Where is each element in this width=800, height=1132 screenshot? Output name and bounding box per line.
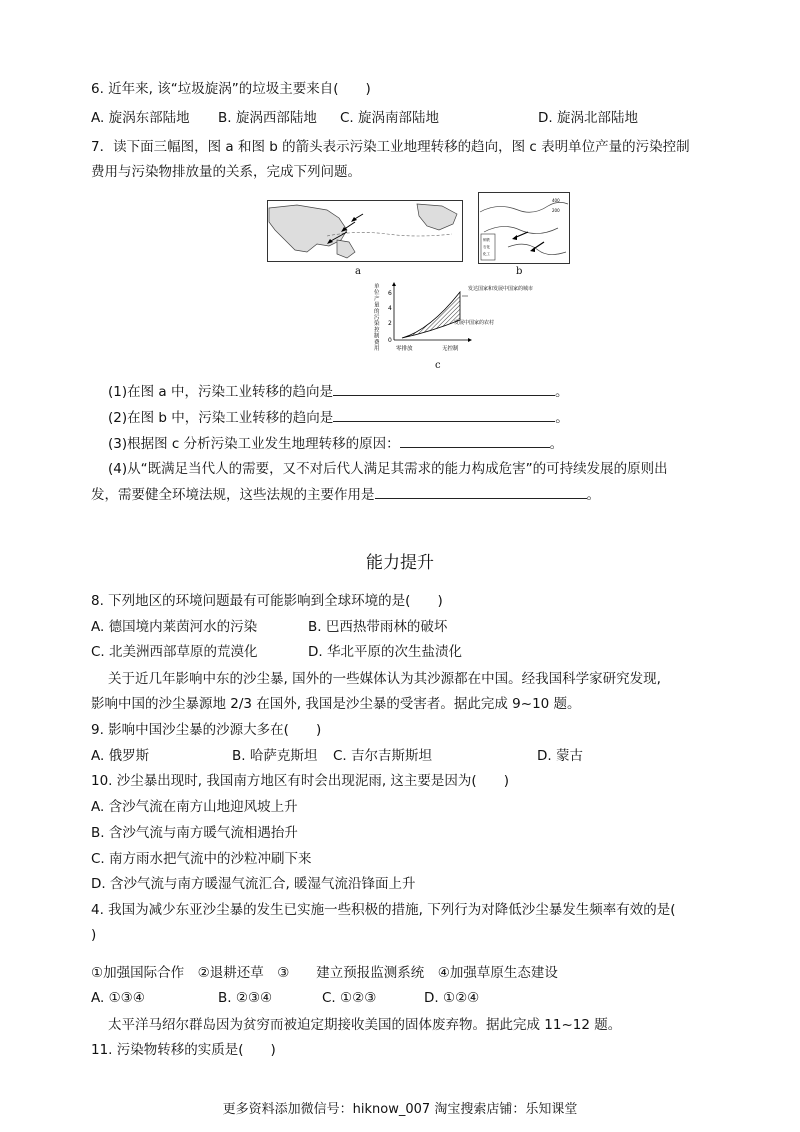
q9-option-c: C. 吉尔吉斯斯坦 — [333, 748, 433, 764]
figure-b-value-200: 200 — [552, 208, 560, 213]
figure-b-label: b — [516, 266, 523, 277]
q8-stem: 8. 下列地区的环境问题最有可能影响到全球环境的是( ) — [91, 593, 443, 609]
q6-option-d: D. 旋涡北部陆地 — [538, 110, 638, 126]
q9-option-b: B. 哈萨克斯坦 — [232, 748, 318, 764]
q9-stem: 9. 影响中国沙尘暴的沙源大多在( ) — [91, 722, 322, 738]
q7-sub2: (2)在图 b 中，污染工业转移的趋向是 。 — [108, 410, 569, 426]
q6-stem: 6. 近年来, 该“垃圾旋涡”的垃圾主要来自( ) — [91, 81, 371, 97]
q7-sub1: (1)在图 a 中，污染工业转移的趋向是 。 — [108, 384, 569, 400]
q6-option-c: C. 旋涡南部陆地 — [340, 110, 440, 126]
q4-option-c: C. ①②③ — [322, 990, 377, 1006]
figure-c-curve-top-label: 发达国家和发展中国家的城市 — [468, 286, 534, 292]
figure-c-ytick-4: 4 — [388, 305, 392, 312]
q7-sub3: (3)根据图 c 分析污染工业发生地理转移的原因： 。 — [108, 436, 564, 452]
figure-c-ytick-0: 0 — [388, 337, 392, 344]
q9-option-a: A. 俄罗斯 — [91, 748, 150, 764]
q8-option-c: C. 北美洲西部草原的荒漠化 — [91, 644, 258, 660]
q11-stem: 11. 污染物转移的实质是( ) — [91, 1042, 276, 1058]
figure-c-xtick-zero: 零排放 — [396, 346, 413, 352]
q10-option-b: B. 含沙气流与南方暖气流相遇抬升 — [91, 825, 298, 841]
figure-c-xtick-uncontrolled: 无控制 — [442, 346, 459, 352]
figure-a-label: a — [355, 266, 361, 277]
q7-stem-line2: 费用与污染物排放量的关系，完成下列问题。 — [91, 164, 361, 180]
q6-option-a: A. 旋涡东部陆地 — [91, 110, 190, 126]
q4-option-a: A. ①③④ — [91, 990, 145, 1006]
figure-c-label: c — [435, 360, 441, 371]
q4-option-d: D. ①②④ — [424, 990, 480, 1006]
figure-c-ytick-6: 6 — [388, 290, 392, 297]
q10-option-c: C. 南方雨水把气流中的沙粒冲刷下来 — [91, 851, 312, 867]
figure-a-map — [267, 200, 463, 262]
figure-c-curve-bottom-label: 发展中国家的农村 — [454, 320, 495, 326]
answer-blank[interactable] — [333, 382, 555, 396]
q7-sub4-line1: (4)从“既满足当代人的需要，又不对后代人满足其需求的能力构成危害”的可持续发展的原则出 — [108, 461, 668, 477]
passage1-line2: 影响中国的沙尘暴源地 2/3 在国外, 我国是沙尘暴的受害者。据此完成 9~10 题。 — [91, 696, 581, 712]
q6-option-b: B. 旋涡西部陆地 — [218, 110, 317, 126]
figure-b-map — [478, 192, 570, 264]
figure-b-legend-2: 石化 — [483, 245, 490, 249]
section-title: 能力提升 — [366, 553, 434, 573]
passage1-line1: 关于近几年影响中东的沙尘暴, 国外的一些媒体认为其沙源都在中国。经我国科学家研究发现, — [108, 671, 661, 687]
figure-b-value-400: 400 — [552, 198, 560, 203]
q7-sub4-line2: 发，需要健全环境法规，这些法规的主要作用是 。 — [91, 487, 600, 503]
q8-option-b: B. 巴西热带雨林的破坏 — [308, 619, 448, 635]
footer-ad: 更多资料添加微信号：hiknow_007 淘宝搜索店铺：乐知课堂 — [222, 1102, 578, 1117]
q8-option-d: D. 华北平原的次生盐渍化 — [308, 644, 462, 660]
figure-c-ytick-2: 2 — [388, 320, 392, 327]
q7-stem-line1: 7．读下面三幅图，图 a 和图 b 的箭头表示污染工业地理转移的趋向，图 c 表明单位产量的污染控制 — [91, 139, 690, 155]
figure-c-chart — [370, 280, 534, 362]
q10-option-d: D. 含沙气流与南方暖湿气流汇合, 暖湿气流沿锋面上升 — [91, 876, 416, 892]
q8-option-a: A. 德国境内莱茵河水的污染 — [91, 619, 258, 635]
figure-b-legend-3: 化工 — [483, 252, 490, 256]
q10-option-a: A. 含沙气流在南方山地迎风坡上升 — [91, 799, 298, 815]
figure-c-ylabel: 单位产量的污染控制费用 — [374, 284, 380, 352]
figure-b-legend-1: 铜铁 — [483, 238, 490, 242]
q4-stem-line1: 4. 我国为减少东亚沙尘暴的发生已实施一些积极的措施, 下列行为对降低沙尘暴发生频率有效的是( — [91, 902, 676, 918]
answer-blank[interactable] — [400, 434, 550, 448]
q4-measures: ①加强国际合作 ②退耕还草 ③ 建立预报监测系统 ④加强草原生态建设 — [91, 965, 558, 981]
answer-blank[interactable] — [333, 408, 555, 422]
passage2: 太平洋马绍尔群岛因为贫穷而被迫定期接收美国的固体废弃物。据此完成 11~12 题。 — [108, 1017, 622, 1033]
q10-stem: 10. 沙尘暴出现时, 我国南方地区有时会出现泥雨, 这主要是因为( ) — [91, 773, 509, 789]
answer-blank[interactable] — [375, 485, 587, 499]
q9-option-d: D. 蒙古 — [537, 748, 583, 764]
q4-stem-line2: ) — [91, 927, 97, 943]
q4-option-b: B. ②③④ — [218, 990, 273, 1006]
